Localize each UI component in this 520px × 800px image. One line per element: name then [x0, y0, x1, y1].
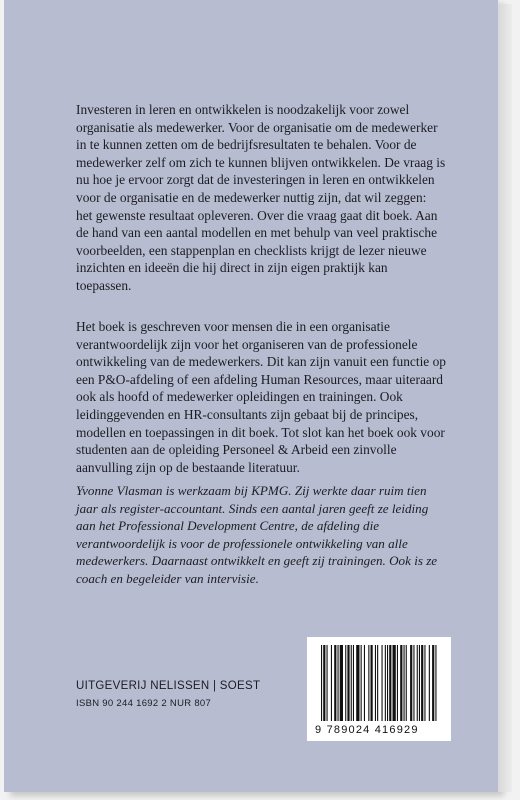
barcode-bar: [371, 645, 373, 721]
barcode-bar: [347, 645, 349, 721]
barcode-bar: [435, 645, 436, 721]
barcode-bar: [385, 645, 386, 721]
barcode-bar: [345, 645, 346, 721]
barcode-number: 9 789024 416929: [315, 724, 419, 736]
barcode-bar: [387, 645, 388, 721]
barcode: [307, 637, 451, 741]
isbn-line: ISBN 90 244 1692 2 NUR 807: [76, 698, 212, 709]
barcode-bars: [321, 645, 437, 723]
barcode-bar: [361, 645, 362, 721]
barcode-bar: [364, 645, 365, 721]
barcode-bar: [421, 645, 423, 721]
barcode-bar: [400, 645, 402, 721]
barcode-bar: [432, 645, 434, 721]
barcode-bar: [410, 645, 412, 721]
barcode-bar: [397, 645, 398, 721]
barcode-bar: [338, 645, 339, 721]
barcode-bar: [340, 645, 343, 721]
barcode-bar: [393, 645, 396, 721]
author-bio: [76, 482, 446, 588]
barcode-bar: [404, 645, 405, 721]
blurb-paragraph-2: [76, 318, 446, 476]
barcode-bar: [351, 645, 352, 721]
barcode-bar: [406, 645, 407, 721]
blurb-paragraph-1: [76, 101, 446, 295]
author-bio-text: Yvonne Vlasman is werkzaam bij KPMG. Zij werkte daar ruim tien jaar als register-accountant. Sinds een aantal jaren geeft ze leiding aan het Professional Development Centre, de afdeling die verantwoordelijk is voor de professionele ontwikkeling van alle medewerkers. Daarnaast ontwikkelt en geeft zij trainingen. Ook is ze coach en begeleider van intervisie.: [76, 483, 438, 586]
barcode-bar: [368, 645, 369, 721]
barcode-bar: [334, 645, 336, 721]
barcode-bar: [327, 645, 328, 721]
blurb-text-1: Investeren in leren en ontwikkelen is noodzakelijk voor zowel organisatie als medewerker. Voor de organisatie om de medewerker in te kunnen zetten om de bedrijfsresultaten te behalen. Voor de medewerker zelf om zich te kunnen blijven ontwikkelen. De vraag is nu hoe je ervoor zorgt dat de investeringen in leren en ontwikkelen voor de organisatie en de medewerker nuttig zijn, dat wil zeggen: het gewenste resultaat opleveren. Over die vraag gaat dit boek. Aan de hand van een aantal modellen en met behulp van veel praktische voorbeelden, een stappenplan en checklists krijgt de lezer nieuwe inzichten en ideeën die hij direct in zijn eigen praktijk kan toepassen.: [76, 102, 446, 293]
page-edge: [498, 4, 512, 792]
barcode-bar: [321, 645, 322, 721]
barcode-bar: [331, 645, 332, 721]
barcode-bar: [323, 645, 325, 721]
publisher-name: UITGEVERIJ NELISSEN | SOEST: [76, 680, 261, 692]
barcode-bar: [424, 645, 425, 721]
barcode-bar: [429, 645, 430, 721]
barcode-bar: [353, 645, 354, 721]
barcode-bar: [377, 645, 378, 721]
barcode-bar: [382, 645, 383, 721]
blurb-text-2: Het boek is geschreven voor mensen die in een organisatie verantwoordelijk zijn voor het organiseren van de professionele ontwikkeling van de medewerkers. Dit kan zijn vanuit een functie op een P&O-afdeling of een afdeling Human Resources, maar uiteraard ook als hoofd of medewerker opleidingen en trainingen. Ook leidinggevenden en HR-consultants zijn gebaat bij de principes, modellen en toepassingen in dit boek. Tot slot kan het boek ook voor studenten aan de opleiding Personeel & Arbeid een zinvolle aanvulling zijn op de bestaande literatuur.: [76, 319, 446, 475]
barcode-bar: [389, 645, 391, 721]
barcode-bar: [419, 645, 420, 721]
barcode-bar: [375, 645, 376, 721]
barcode-bar: [413, 645, 414, 721]
barcode-bar: [417, 645, 418, 721]
barcode-bar: [356, 645, 359, 721]
